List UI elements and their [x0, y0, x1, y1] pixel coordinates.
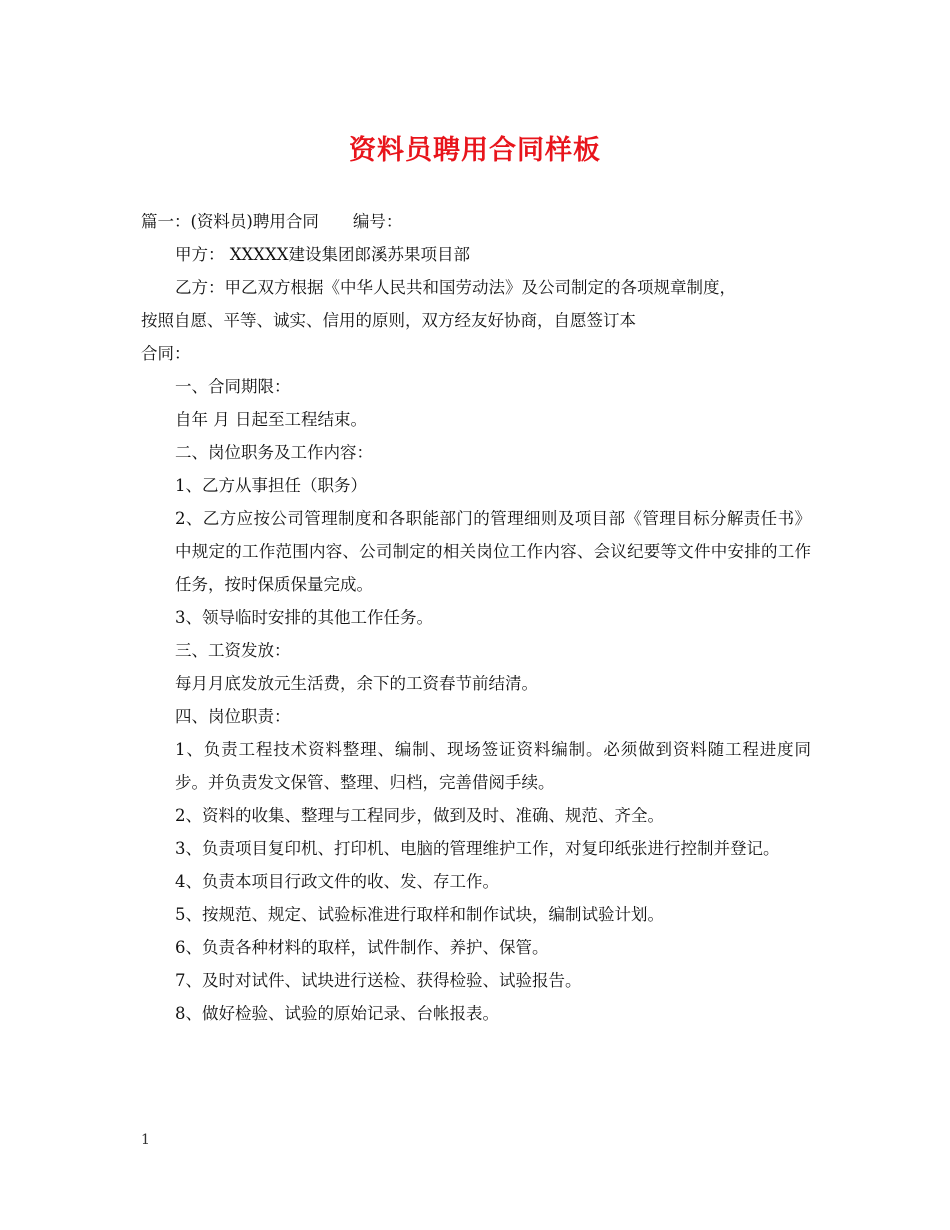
- section-4-title: 四、岗位职责：: [175, 707, 291, 726]
- section-2-item-1: 1、乙方从事担任（职务）: [175, 476, 367, 495]
- section-2-item-2: 2、乙方应按公司管理制度和各职能部门的管理细则及项目部《管理目标分解责任书》中规定的工作范围内容、公司制定的相关岗位工作内容、会议纪要等文件中安排的工作任务，按时保质保量完成。: [175, 509, 811, 594]
- contract-number-label: 编号：: [352, 212, 403, 231]
- section-1-title: 一、合同期限：: [175, 377, 291, 396]
- section-4-item-2: 2、资料的收集、整理与工程同步，做到及时、准确、规范、齐全。: [175, 806, 664, 825]
- section-3-text: 每月月底发放元生活费，余下的工资春节前结清。: [175, 674, 538, 693]
- party-b-line-1: 乙方：甲乙双方根据《中华人民共和国劳动法》及公司制定的各项规章制度，: [175, 278, 736, 297]
- party-a: 甲方： XXXXX建设集团郎溪苏果项目部: [175, 245, 470, 264]
- section-4-item-8: 8、做好检验、试验的原始记录、台帐报表。: [175, 1004, 499, 1023]
- document-title: 资料员聘用合同样板: [349, 135, 601, 166]
- section-4-item-6: 6、负责各种材料的取样，试件制作、养护、保管。: [175, 938, 549, 957]
- section-2-item-3: 3、领导临时安排的其他工作任务。: [175, 608, 433, 627]
- page-number: 1: [141, 1132, 150, 1148]
- section-4-item-4: 4、负责本项目行政文件的收、发、存工作。: [175, 872, 499, 891]
- section-1-text: 自年 月 日起至工程结束。: [175, 410, 367, 429]
- party-b-line-3: 合同：: [141, 344, 191, 363]
- section-3-title: 三、工资发放：: [175, 641, 291, 660]
- section-4-item-5: 5、按规范、规定、试验标准进行取样和制作试块，编制试验计划。: [175, 905, 664, 924]
- contract-heading: 篇一：(资料员)聘用合同: [141, 212, 319, 231]
- section-4-item-1: 1、负责工程技术资料整理、编制、现场签证资料编制。必须做到资料随工程进度同步。并负责发文保管、整理、归档，完善借阅手续。: [175, 740, 811, 792]
- document-body: [141, 205, 811, 1030]
- section-4-item-3: 3、负责项目复印机、打印机、电脑的管理维护工作，对复印纸张进行控制并登记。: [175, 839, 780, 858]
- section-4-item-7: 7、及时对试件、试块进行送检、获得检验、试验报告。: [175, 971, 582, 990]
- party-b-line-2: 按照自愿、平等、诚实、信用的原则，双方经友好协商，自愿签订本: [141, 311, 636, 330]
- header-line: [141, 205, 811, 238]
- section-2-title: 二、岗位职务及工作内容：: [175, 443, 373, 462]
